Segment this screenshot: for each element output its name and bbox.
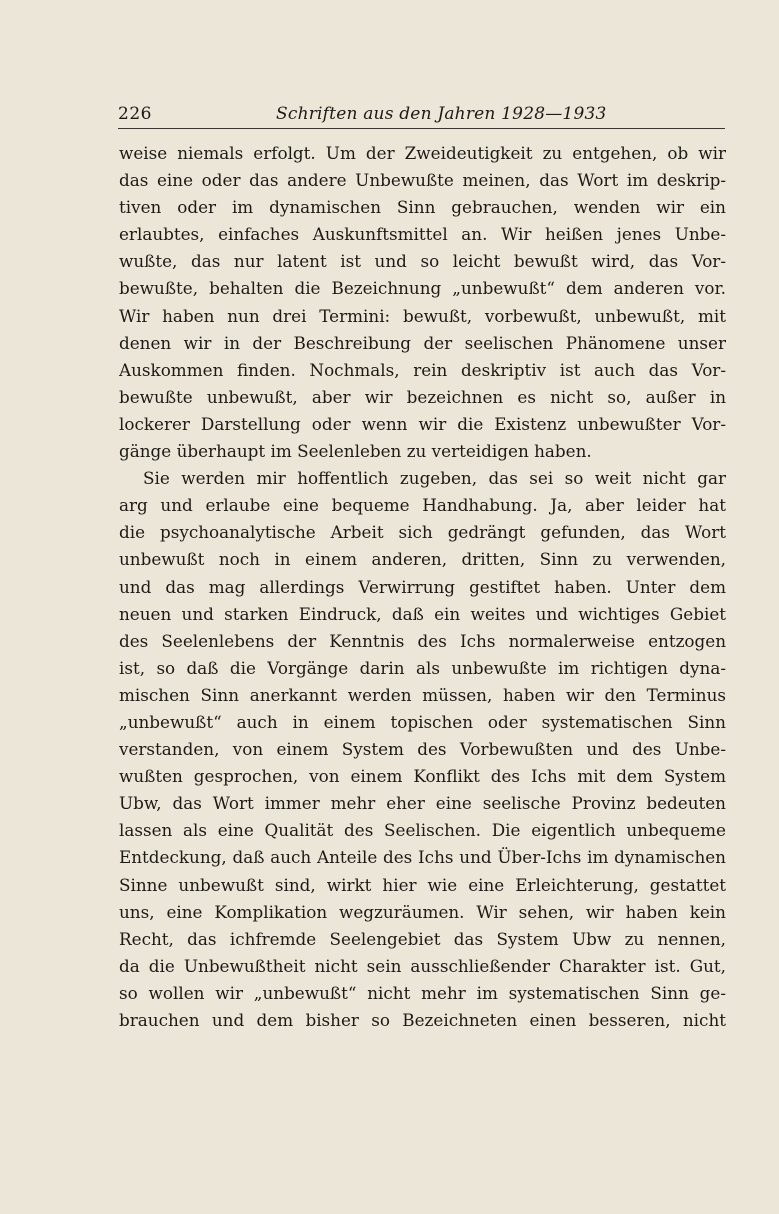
page-number: 226 [118,104,152,124]
text-line: Wir haben nun drei Termini: bewußt, vorbewußt, unbewußt, mit [119,305,726,326]
text-line: Ubw, das Wort immer mehr eher eine seelische Provinz bedeuten [119,793,726,814]
body-text [119,140,726,1034]
text-line: wußte, das nur latent ist und so leicht bewußt wird, das Vor- [119,251,726,272]
text-line: uns, eine Komplikation wegzuräumen. Wir sehen, wir haben kein [119,901,726,922]
text-line: Entdeckung, daß auch Anteile des Ichs und Über-Ichs im dynamischen [119,847,726,868]
text-line: erlaubtes, einfaches Auskunftsmittel an. Wir heißen jenes Unbe- [119,224,726,245]
text-line: Sie werden mir hoffentlich zugeben, das sei so weit nicht gar [143,468,726,489]
text-line: arg und erlaube eine bequeme Handhabung. Ja, aber leider hat [119,495,726,516]
text-line: neuen und starken Eindruck, daß ein weites und wichtiges Gebiet [119,603,726,624]
text-line: weise niemals erfolgt. Um der Zweideutigkeit zu entgehen, ob wir [119,143,726,163]
text-line: Auskommen finden. Nochmals, rein deskriptiv ist auch das Vor- [119,359,726,380]
text-line: unbewußt noch in einem anderen, dritten, Sinn zu verwenden, [119,549,726,570]
text-line: die psychoanalytische Arbeit sich gedrängt gefunden, das Wort [119,522,726,543]
text-line: denen wir in der Beschreibung der seelischen Phänomene unser [119,332,726,353]
text-line: lassen als eine Qualität des Seelischen. Die eigentlich unbequeme [119,820,726,841]
text-line: so wollen wir „unbewußt“ nicht mehr im systematischen Sinn ge- [119,982,726,1003]
text-line: „unbewußt“ auch in einem topischen oder systematischen Sinn [119,711,726,732]
text-line: ist, so daß die Vorgänge darin als unbewußte im richtigen dyna- [119,657,726,678]
text-line: wußten gesprochen, von einem Konflikt des Ichs mit dem System [119,766,726,787]
text-line: Sinne unbewußt sind, wirkt hier wie eine Erleichterung, gestattet [119,874,726,895]
running-head: Schriften aus den Jahren 1928—1933 [276,104,607,124]
text-line: des Seelenlebens der Kenntnis des Ichs normalerweise entzogen [119,630,726,651]
text-line: da die Unbewußtheit nicht sein ausschließender Charakter ist. Gut, [119,955,726,976]
page-header [118,100,725,129]
text-line: bewußte unbewußt, aber wir bezeichnen es nicht so, außer in [119,386,726,407]
text-line: mischen Sinn anerkannt werden müssen, haben wir den Terminus [119,684,726,705]
text-line: das eine oder das andere Unbewußte meinen, das Wort im deskrip- [119,170,726,191]
text-line: bewußte, behalten die Bezeichnung „unbewußt“ dem anderen vor. [119,278,726,299]
text-line: und das mag allerdings Verwirrung gestiftet haben. Unter dem [119,576,726,597]
text-line: gänge überhaupt im Seelenleben zu verteidigen haben. [119,441,592,462]
text-line: lockerer Darstellung oder wenn wir die Existenz unbewußter Vor- [119,413,726,434]
text-line: Recht, das ichfremde Seelengebiet das System Ubw zu nennen, [119,928,726,949]
text-line: tiven oder im dynamischen Sinn gebrauchen, wenden wir ein [119,197,726,218]
text-line: verstanden, von einem System des Vorbewußten und des Unbe- [119,739,726,760]
text-line: brauchen und dem bisher so Bezeichneten einen besseren, nicht [119,1010,726,1030]
